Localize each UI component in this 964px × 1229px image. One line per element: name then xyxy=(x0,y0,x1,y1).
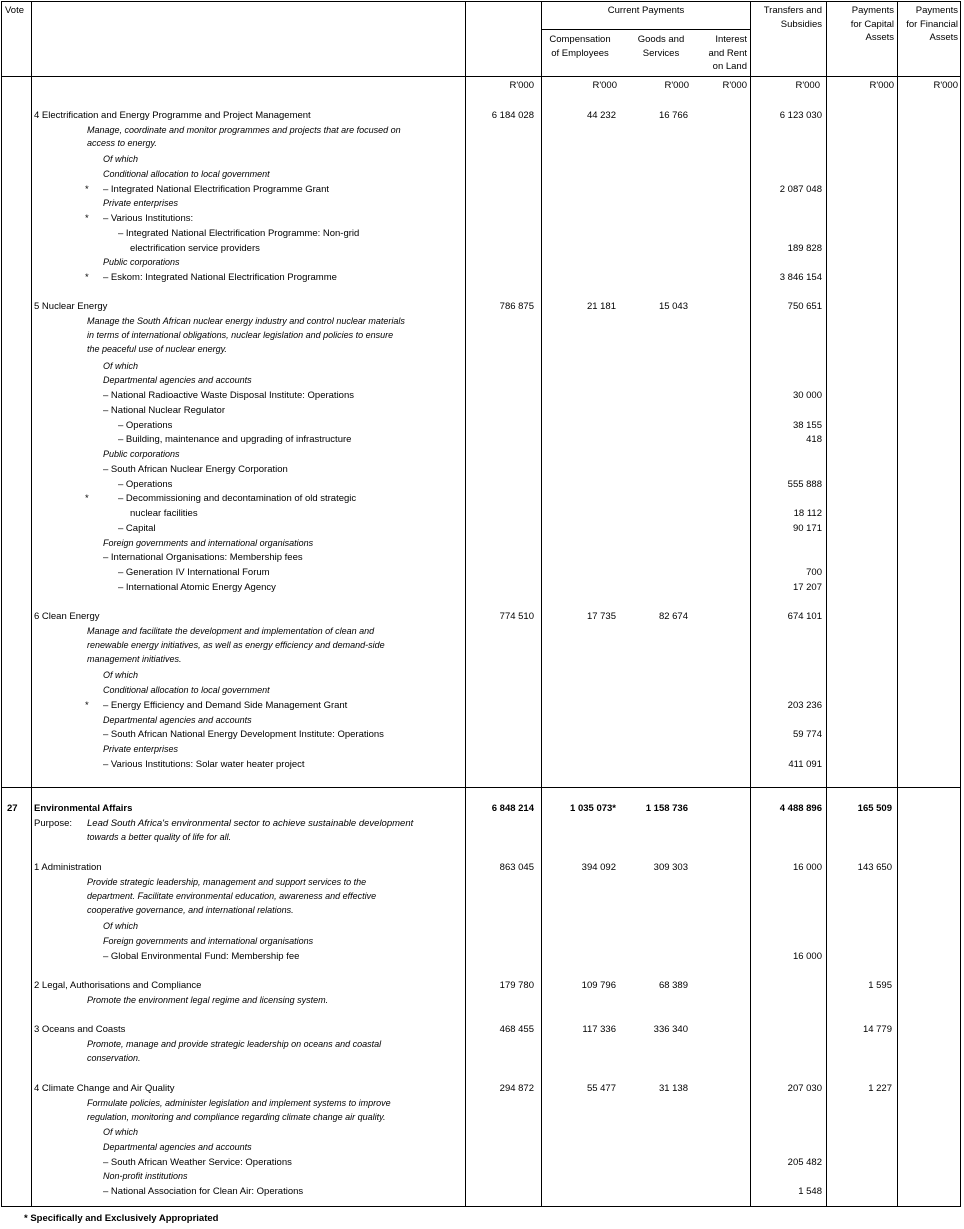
table-row xyxy=(2,919,962,934)
row-label: access to energy. xyxy=(87,138,157,148)
table-row xyxy=(2,1051,962,1066)
table-row xyxy=(2,580,962,595)
row-label: 2 Legal, Authorisations and Compliance xyxy=(34,980,202,991)
table-row xyxy=(2,830,962,845)
row-label: Of which xyxy=(103,361,139,371)
row-label: Conditional allocation to local government xyxy=(103,685,270,695)
header-interest xyxy=(692,33,747,74)
table-row xyxy=(2,491,962,506)
table-row xyxy=(2,949,962,964)
cell-trans: 38 155 xyxy=(792,420,822,431)
cell-goods: 68 389 xyxy=(658,980,688,991)
row-label: Conditional allocation to local government xyxy=(103,169,270,179)
row-label: – International Organisations: Membership fees xyxy=(103,552,303,563)
table-row xyxy=(2,167,962,182)
cell-goods: 31 138 xyxy=(658,1083,688,1094)
unit-financial: R'000 xyxy=(933,80,958,91)
cell-total: 468 455 xyxy=(499,1024,534,1035)
table-row xyxy=(2,1155,962,1170)
table-row xyxy=(2,182,962,197)
unit-transfers: R'000 xyxy=(795,80,820,91)
row-label: 5 Nuclear Energy xyxy=(34,301,108,312)
header-compensation-line1: Compensation xyxy=(549,34,611,45)
header-compensation-line2: of Employees xyxy=(551,47,609,59)
table-row xyxy=(2,1184,962,1199)
header-interest-line1: Interest xyxy=(715,34,747,45)
cell-trans: 18 112 xyxy=(793,508,822,519)
row-label: department. Facilitate environmental education, awareness and effective xyxy=(87,891,377,901)
table-row xyxy=(2,1022,962,1037)
cell-trans: 555 888 xyxy=(787,479,822,490)
table-row xyxy=(2,270,962,285)
row-label: Non-profit institutions xyxy=(103,1171,188,1181)
unit-compensation: R'000 xyxy=(592,80,617,91)
appropriation-star: * xyxy=(85,213,89,224)
row-label: Promote the environment legal regime and licensing system. xyxy=(87,995,329,1005)
cell-comp: 21 181 xyxy=(586,301,616,312)
table-row xyxy=(2,683,962,698)
header-financial-line3: Assets xyxy=(929,32,958,43)
row-label: – National Nuclear Regulator xyxy=(103,405,225,416)
appropriation-table xyxy=(1,1,961,1207)
cell-trans: 674 101 xyxy=(787,611,822,622)
header-capital-line3: Assets xyxy=(865,32,894,43)
cell-trans: 700 xyxy=(806,567,822,578)
appropriation-star: * xyxy=(85,272,89,283)
cell-total: 774 510 xyxy=(499,611,534,622)
row-label: 4 Electrification and Energy Programme and Project Management xyxy=(34,110,311,121)
table-row xyxy=(2,875,962,890)
table-row xyxy=(2,860,962,875)
header-interest-line3: on Land xyxy=(712,61,747,72)
table-row xyxy=(2,550,962,565)
cell-total: 786 875 xyxy=(499,301,534,312)
row-label: Of which xyxy=(103,921,139,931)
table-row xyxy=(2,638,962,653)
row-label: 6 Clean Energy xyxy=(34,611,100,622)
row-label: – Various Institutions: xyxy=(103,213,194,224)
row-label: 3 Oceans and Coasts xyxy=(34,1024,126,1035)
row-label: Of which xyxy=(103,154,139,164)
table-row xyxy=(2,432,962,447)
cell-trans: 189 828 xyxy=(787,243,822,254)
appropriation-star: * xyxy=(85,184,89,195)
cell-comp: 117 336 xyxy=(582,1024,616,1035)
row-label: – Various Institutions: Solar water heater project xyxy=(103,759,305,770)
header-goods xyxy=(626,33,696,60)
row-label: – Building, maintenance and upgrading of infrastructure xyxy=(118,434,352,445)
cell-comp: 44 232 xyxy=(586,110,616,121)
table-row xyxy=(2,373,962,388)
row-label: Manage the South African nuclear energy industry and control nuclear materials xyxy=(87,316,405,326)
cell-comp: 394 092 xyxy=(581,862,616,873)
cell-trans: 90 171 xyxy=(792,523,822,534)
header-transfers-line1: Transfers and xyxy=(763,5,822,16)
table-row xyxy=(2,152,962,167)
header-capital xyxy=(826,4,894,45)
cell-trans: 203 236 xyxy=(787,700,822,711)
cell-trans: 3 846 154 xyxy=(779,272,822,283)
row-label: Departmental agencies and accounts xyxy=(103,375,252,385)
table-row xyxy=(2,624,962,639)
table-row xyxy=(2,477,962,492)
table-row xyxy=(2,1169,962,1184)
row-label: in terms of international obligations, nuclear legislation and policies to ensure xyxy=(87,330,394,340)
cell-trans: 750 651 xyxy=(787,301,822,312)
header-capital-line2: for Capital xyxy=(850,18,894,30)
cell-capital: 143 650 xyxy=(857,862,892,873)
row-label: Of which xyxy=(103,1127,139,1137)
row-label: Of which xyxy=(103,670,139,680)
table-row xyxy=(2,903,962,918)
table-row xyxy=(2,993,962,1008)
row-label: – National Association for Clean Air: Operations xyxy=(103,1186,304,1197)
cell-capital: 165 509 xyxy=(857,803,892,814)
row-label: Departmental agencies and accounts xyxy=(103,1142,252,1152)
table-row xyxy=(2,521,962,536)
unit-capital: R'000 xyxy=(869,80,894,91)
table-row xyxy=(2,196,962,211)
row-label: Foreign governments and international organisations xyxy=(103,936,314,946)
table-row xyxy=(2,418,962,433)
table-row xyxy=(2,211,962,226)
row-label: – South African National Energy Development Institute: Operations xyxy=(103,729,384,740)
table-row xyxy=(2,1125,962,1140)
cell-comp: 55 477 xyxy=(586,1083,616,1094)
header-financial xyxy=(897,4,958,45)
row-label: 1 Administration xyxy=(34,862,102,873)
appropriation-star: * xyxy=(85,493,89,504)
row-label: – South African Weather Service: Operations xyxy=(103,1157,292,1168)
row-label: Departmental agencies and accounts xyxy=(103,715,252,725)
header-goods-line1: Goods and xyxy=(637,34,685,45)
table-row xyxy=(2,299,962,314)
header-transfers-line2: Subsidies xyxy=(780,18,822,30)
header-goods-line2: Services xyxy=(642,47,680,59)
table-row xyxy=(2,889,962,904)
table-row xyxy=(2,359,962,374)
cell-goods: 15 043 xyxy=(658,301,688,312)
row-label: Lead South Africa's environmental sector to achieve sustainable development xyxy=(87,818,414,829)
row-label: – Decommissioning and decontamination of old strategic xyxy=(118,493,357,504)
row-label: – Eskom: Integrated National Electrification Programme xyxy=(103,272,337,283)
row-label: Provide strategic leadership, management and support services to the xyxy=(87,877,367,887)
table-row xyxy=(2,668,962,683)
purpose-prefix: Purpose: xyxy=(34,818,73,829)
table-row xyxy=(2,565,962,580)
cell-capital: 14 779 xyxy=(862,1024,892,1035)
row-label: Promote, manage and provide strategic leadership on oceans and coastal xyxy=(87,1039,382,1049)
table-row xyxy=(2,1140,962,1155)
cell-trans: 6 123 030 xyxy=(779,110,822,121)
cell-trans: 4 488 896 xyxy=(779,803,822,814)
header-interest-line2: and Rent xyxy=(708,47,747,59)
cell-total: 6 184 028 xyxy=(491,110,534,121)
table-row xyxy=(2,226,962,241)
row-label: – Integrated National Electrification Programme Grant xyxy=(103,184,329,195)
row-label: Public corporations xyxy=(103,449,180,459)
table-row xyxy=(2,1096,962,1111)
cell-goods: 336 340 xyxy=(653,1024,688,1035)
vote-divider xyxy=(2,787,960,788)
row-label: towards a better quality of life for all. xyxy=(87,832,232,842)
table-row xyxy=(2,136,962,151)
cell-trans: 16 000 xyxy=(792,862,822,873)
table-row xyxy=(2,506,962,521)
cell-capital: 1 595 xyxy=(868,980,892,991)
cell-total: 863 045 xyxy=(499,862,534,873)
table-row xyxy=(2,108,962,123)
header-financial-line2: for Financial xyxy=(906,18,958,30)
row-label: – Energy Efficiency and Demand Side Management Grant xyxy=(103,700,348,711)
row-label: regulation, monitoring and compliance regarding climate change air quality. xyxy=(87,1112,386,1122)
table-row xyxy=(2,241,962,256)
row-label: Manage, coordinate and monitor programmes and projects that are focused on xyxy=(87,125,401,135)
appropriation-star: * xyxy=(85,700,89,711)
row-label: Manage and facilitate the development and implementation of clean and xyxy=(87,626,375,636)
row-label: – Operations xyxy=(118,420,173,431)
cell-trans: 16 000 xyxy=(792,951,822,962)
cell-goods: 1 158 736 xyxy=(645,803,688,814)
row-label: conservation. xyxy=(87,1053,141,1063)
table-row xyxy=(2,536,962,551)
header-financial-line1: Payments xyxy=(915,5,958,16)
row-label: Formulate policies, administer legislation and implement systems to improve xyxy=(87,1098,391,1108)
row-label: Environmental Affairs xyxy=(34,803,133,814)
cell-goods: 309 303 xyxy=(653,862,688,873)
header-transfers xyxy=(750,4,822,31)
cell-total: 6 848 214 xyxy=(491,803,534,814)
cell-trans: 411 091 xyxy=(788,759,822,770)
row-label: – Operations xyxy=(118,479,173,490)
cell-trans: 2 087 048 xyxy=(779,184,822,195)
row-label: nuclear facilities xyxy=(130,508,198,519)
table-row xyxy=(2,698,962,713)
vote-number: 27 xyxy=(7,803,18,814)
row-label: cooperative governance, and international relations. xyxy=(87,905,294,915)
cell-trans: 1 548 xyxy=(798,1186,822,1197)
row-label: management initiatives. xyxy=(87,654,182,664)
cell-goods: 16 766 xyxy=(658,110,688,121)
cell-trans: 418 xyxy=(806,434,822,445)
cell-trans: 30 000 xyxy=(792,390,822,401)
table-row xyxy=(2,342,962,357)
cell-trans: 205 482 xyxy=(787,1157,822,1168)
table-row xyxy=(2,1081,962,1096)
header-current-payments: Current Payments xyxy=(607,5,685,16)
row-label: – Integrated National Electrification Programme: Non-grid xyxy=(118,228,360,239)
row-label: – South African Nuclear Energy Corporation xyxy=(103,464,288,475)
table-row xyxy=(2,801,962,816)
table-row xyxy=(2,742,962,757)
table-row xyxy=(2,1110,962,1125)
cell-comp: 17 735 xyxy=(586,611,616,622)
row-label: the peaceful use of nuclear energy. xyxy=(87,344,227,354)
unit-goods: R'000 xyxy=(664,80,689,91)
row-label: – National Radioactive Waste Disposal Institute: Operations xyxy=(103,390,354,401)
table-row xyxy=(2,403,962,418)
row-label: – International Atomic Energy Agency xyxy=(118,582,276,593)
current-payments-underline xyxy=(541,29,751,30)
cell-trans: 59 774 xyxy=(792,729,822,740)
cell-total: 179 780 xyxy=(499,980,534,991)
cell-trans: 207 030 xyxy=(787,1083,822,1094)
table-row xyxy=(2,727,962,742)
cell-comp: 1 035 073* xyxy=(570,803,616,814)
table-row xyxy=(2,609,962,624)
row-label: electrification service providers xyxy=(130,243,260,254)
table-row xyxy=(2,328,962,343)
row-label: renewable energy initiatives, as well as energy efficiency and demand-side xyxy=(87,640,385,650)
table-row xyxy=(2,652,962,667)
unit-total: R'000 xyxy=(509,80,534,91)
table-row xyxy=(2,447,962,462)
table-row xyxy=(2,255,962,270)
row-label: Public corporations xyxy=(103,257,180,267)
row-label: – Global Environmental Fund: Membership fee xyxy=(103,951,300,962)
cell-capital: 1 227 xyxy=(868,1083,892,1094)
header-capital-line1: Payments xyxy=(851,5,894,16)
row-label: 4 Climate Change and Air Quality xyxy=(34,1083,175,1094)
row-label: – Generation IV International Forum xyxy=(118,567,270,578)
footnote: * Specifically and Exclusively Appropriated xyxy=(24,1213,219,1224)
row-label: Foreign governments and international organisations xyxy=(103,538,314,548)
table-row xyxy=(2,462,962,477)
header-divider xyxy=(2,76,960,77)
header-vote: Vote xyxy=(5,5,25,16)
row-label: – Capital xyxy=(118,523,156,534)
row-label: Private enterprises xyxy=(103,198,179,208)
table-row xyxy=(2,978,962,993)
table-row xyxy=(2,1037,962,1052)
table-row xyxy=(2,816,962,831)
row-label: Private enterprises xyxy=(103,744,179,754)
unit-interest: R'000 xyxy=(722,80,747,91)
table-row xyxy=(2,388,962,403)
table-row xyxy=(2,757,962,772)
header-compensation xyxy=(541,33,619,60)
cell-goods: 82 674 xyxy=(658,611,688,622)
cell-comp: 109 796 xyxy=(581,980,616,991)
table-row xyxy=(2,934,962,949)
table-row xyxy=(2,314,962,329)
table-row xyxy=(2,713,962,728)
cell-trans: 17 207 xyxy=(792,582,822,593)
cell-total: 294 872 xyxy=(499,1083,534,1094)
